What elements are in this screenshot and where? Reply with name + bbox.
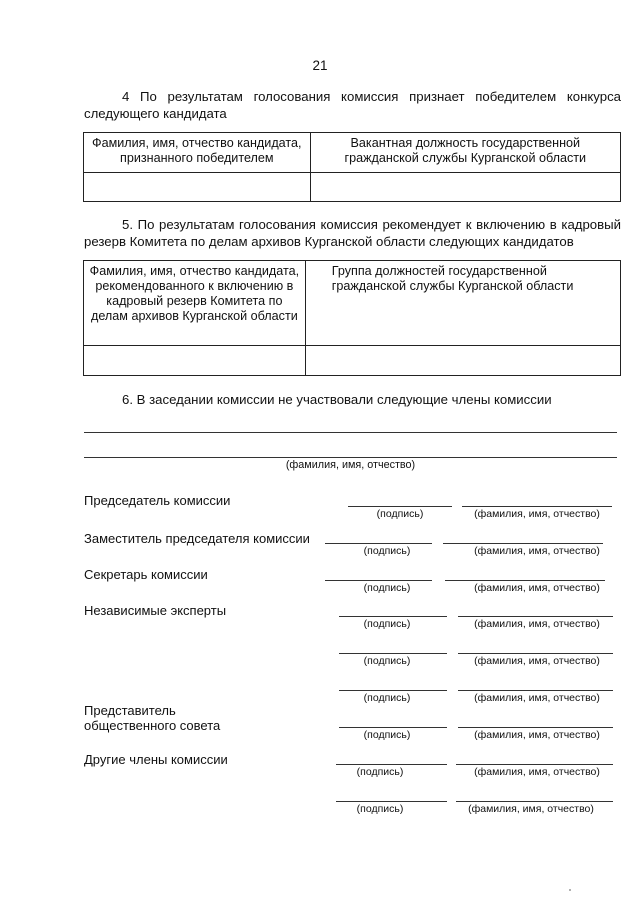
signature-line bbox=[339, 653, 447, 654]
name-line bbox=[462, 506, 612, 507]
name-line bbox=[445, 580, 605, 581]
signature-caption: (подпись) bbox=[363, 729, 411, 741]
winner-table-header-name: Фамилия, имя, отчество кандидата, признанного победителем bbox=[84, 133, 311, 173]
scan-speck bbox=[569, 889, 571, 891]
role-other-members: Другие члены комиссии bbox=[84, 752, 228, 767]
role-independent-experts: Независимые эксперты bbox=[84, 603, 227, 618]
absent-members-caption: (фамилия, имя, отчество) bbox=[285, 459, 416, 471]
reserve-table-header-name: Фамилия, имя, отчество кандидата, рекомендованного к включению в кадровый резерв Комитета по делам архивов Курганской области bbox=[84, 261, 306, 346]
signature-line bbox=[339, 727, 447, 728]
signature-line bbox=[348, 506, 452, 507]
signature-line bbox=[339, 616, 447, 617]
winner-table-cell-position bbox=[310, 173, 620, 202]
name-line bbox=[456, 801, 613, 802]
name-caption: (фамилия, имя, отчество) bbox=[474, 655, 600, 667]
name-caption: (фамилия, имя, отчество) bbox=[468, 803, 594, 815]
winner-table-header-position: Вакантная должность государственной гражданской службы Курганской области bbox=[310, 133, 620, 173]
signature-caption: (подпись) bbox=[363, 618, 411, 630]
signature-line bbox=[339, 690, 447, 691]
role-secretary: Секретарь комиссии bbox=[84, 567, 208, 582]
name-caption: (фамилия, имя, отчество) bbox=[474, 545, 600, 557]
reserve-table-cell-name bbox=[84, 346, 306, 376]
role-public-council-representative: Представитель общественного совета bbox=[84, 703, 221, 733]
signature-caption: (подпись) bbox=[356, 803, 404, 815]
page-number: 21 bbox=[312, 58, 328, 73]
signature-caption: (подпись) bbox=[356, 766, 404, 778]
reserve-table bbox=[83, 260, 621, 376]
section4-text: 4 По результатам голосования комиссия признает победителем конкурса следующего кандидата bbox=[84, 89, 621, 121]
name-line bbox=[458, 653, 613, 654]
name-caption: (фамилия, имя, отчество) bbox=[474, 692, 600, 704]
winner-table-cell-name bbox=[84, 173, 311, 202]
signature-line bbox=[325, 580, 432, 581]
name-caption: (фамилия, имя, отчество) bbox=[474, 766, 600, 778]
section5-text: 5. По результатам голосования комиссия рекомендует к включению в кадровый резерв Комитета по делам архивов Курганской области следующих кандидатов bbox=[84, 217, 621, 249]
signature-caption: (подпись) bbox=[363, 582, 411, 594]
signature-caption: (подпись) bbox=[363, 545, 411, 557]
role-deputy-chairman: Заместитель председателя комиссии bbox=[84, 531, 310, 546]
name-line bbox=[443, 543, 603, 544]
name-line bbox=[456, 764, 613, 765]
section6-text: 6. В заседании комиссии не участвовали следующие члены комиссии bbox=[122, 392, 552, 407]
name-line bbox=[458, 690, 613, 691]
absent-members-line bbox=[84, 432, 617, 433]
signature-line bbox=[336, 764, 447, 765]
name-caption: (фамилия, имя, отчество) bbox=[474, 508, 600, 520]
name-line bbox=[458, 616, 613, 617]
reserve-table-cell-group bbox=[305, 346, 620, 376]
signature-line bbox=[336, 801, 447, 802]
winner-table bbox=[83, 132, 621, 202]
signature-caption: (подпись) bbox=[376, 508, 424, 520]
signature-line bbox=[325, 543, 432, 544]
signature-caption: (подпись) bbox=[363, 655, 411, 667]
name-caption: (фамилия, имя, отчество) bbox=[474, 618, 600, 630]
signature-caption: (подпись) bbox=[363, 692, 411, 704]
name-caption: (фамилия, имя, отчество) bbox=[474, 582, 600, 594]
role-chairman: Председатель комиссии bbox=[84, 493, 231, 508]
name-caption: (фамилия, имя, отчество) bbox=[474, 729, 600, 741]
name-line bbox=[458, 727, 613, 728]
reserve-table-header-group: Группа должностей государственной гражданской службы Курганской области bbox=[305, 261, 620, 346]
absent-members-line bbox=[84, 457, 617, 458]
